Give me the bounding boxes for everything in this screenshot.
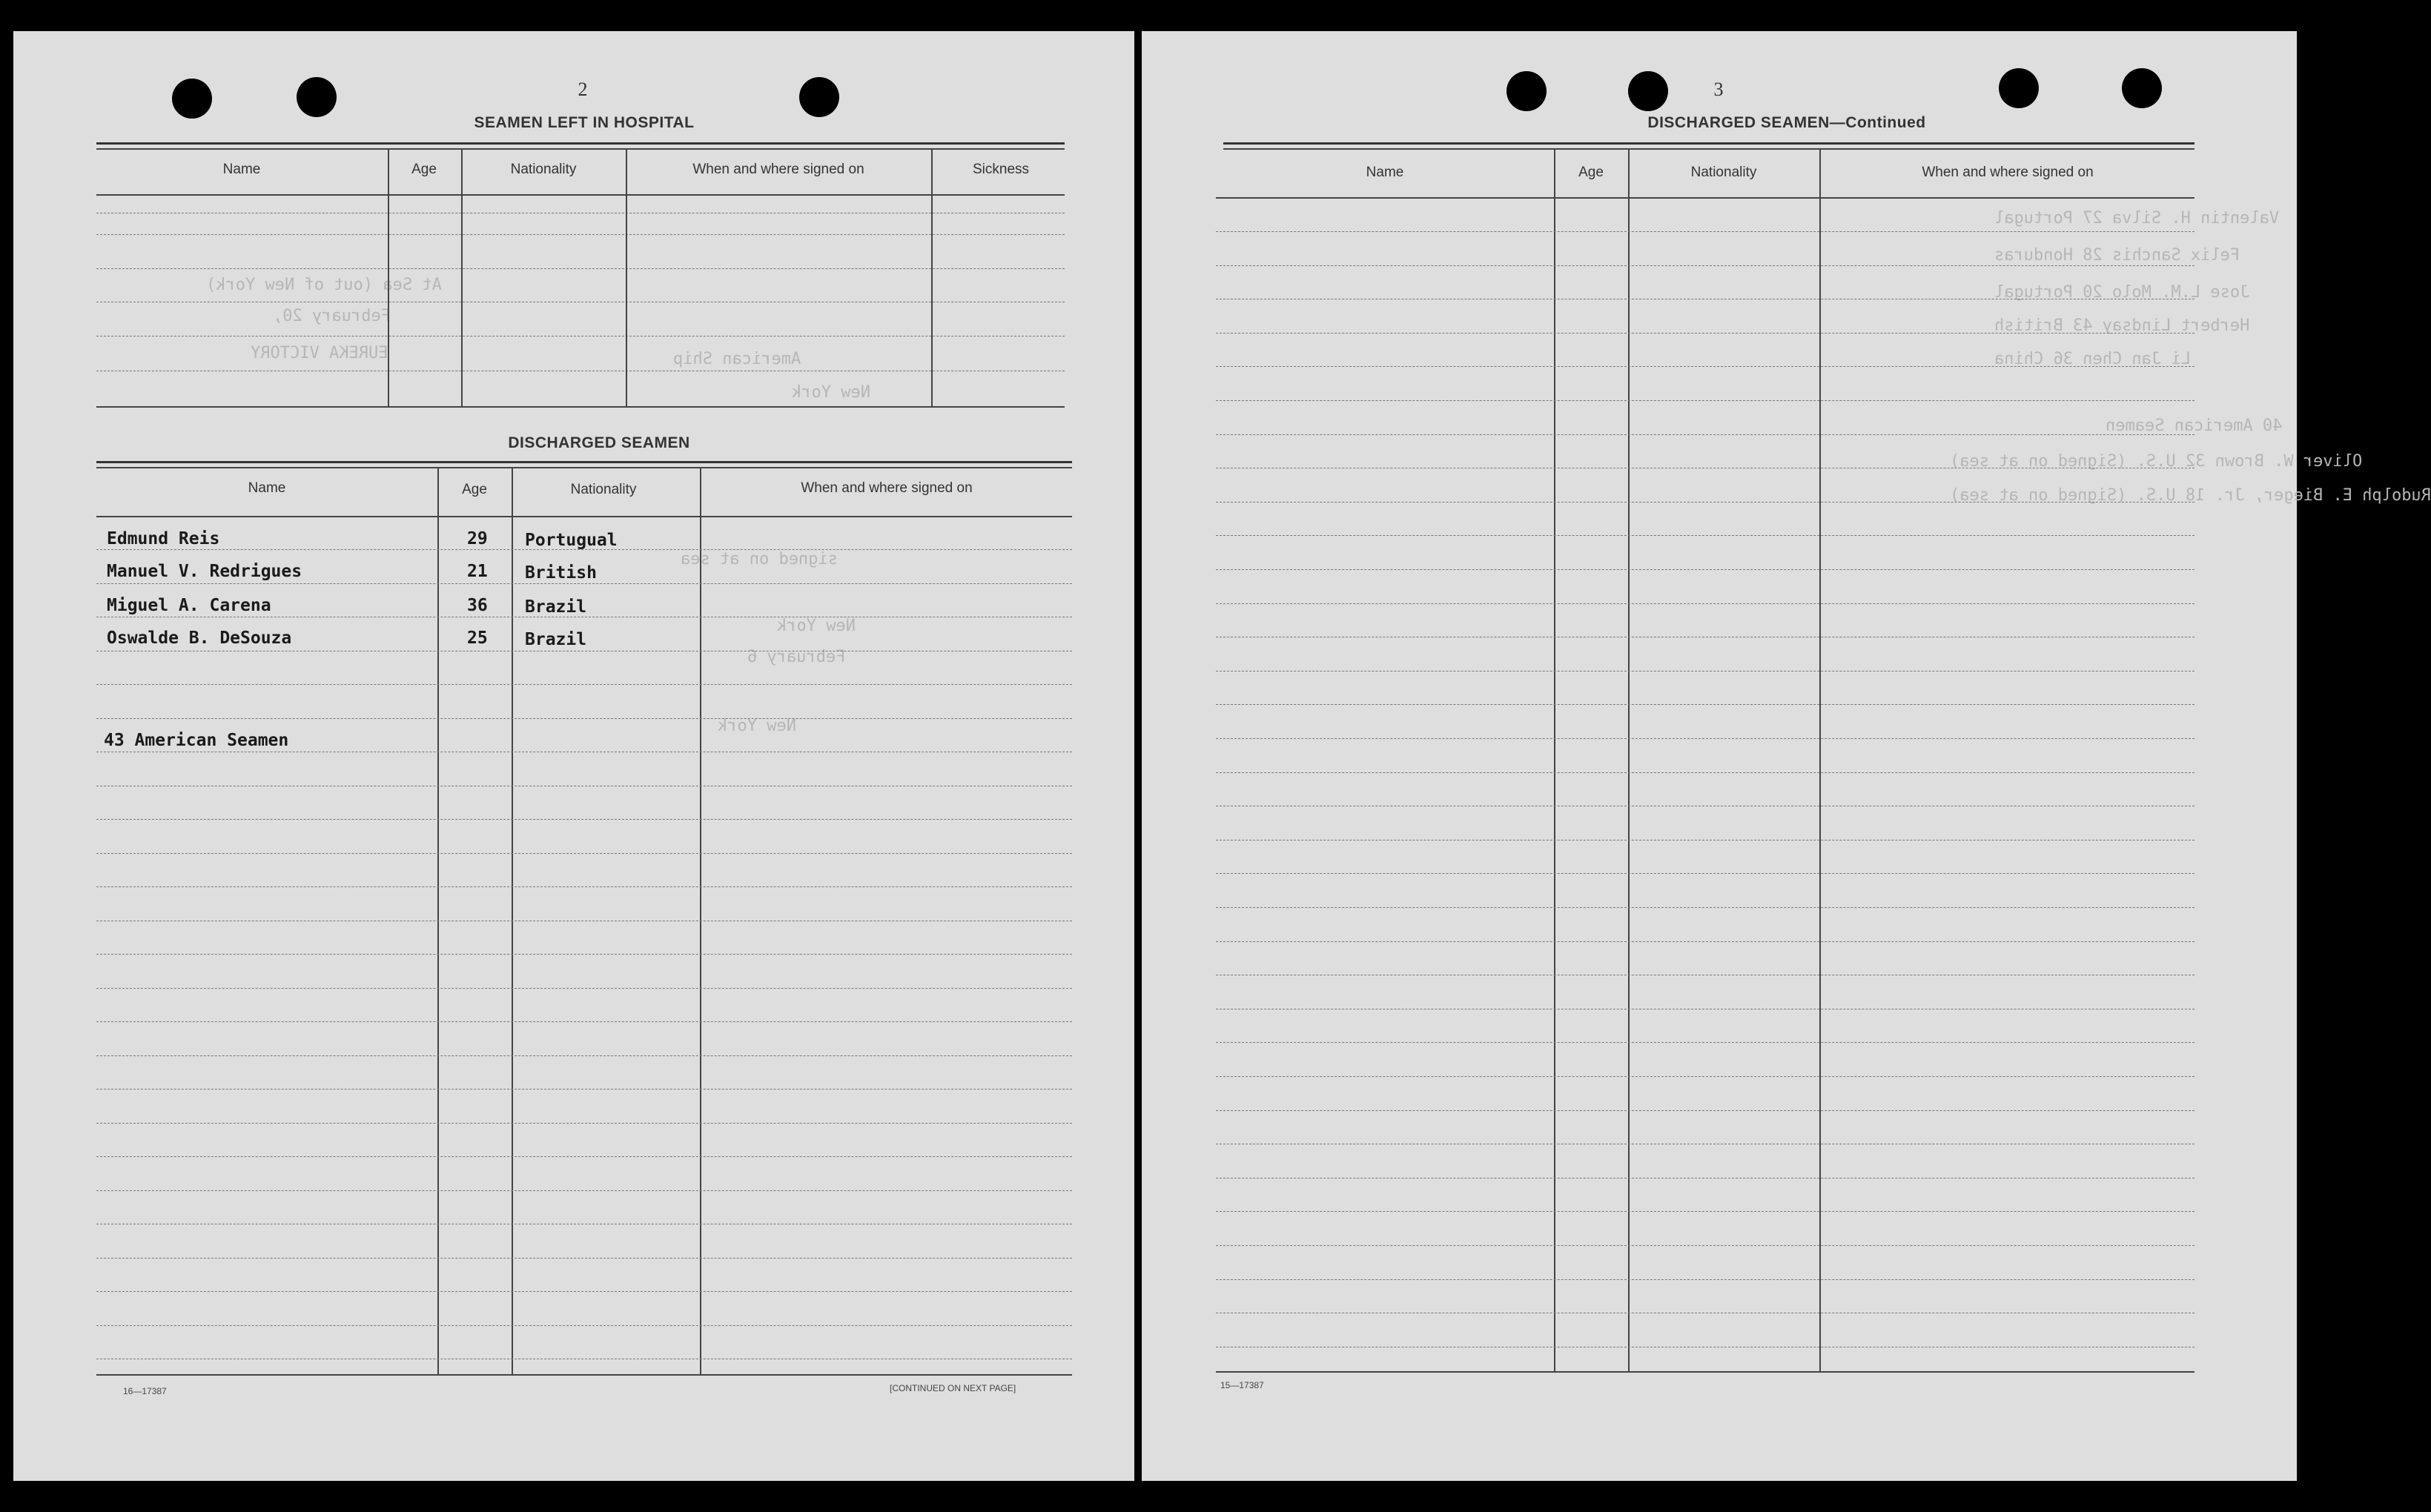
table-row-line [96, 1089, 1072, 1090]
column-divider [512, 468, 513, 1374]
right-col-nationality: Nationality [1690, 165, 1757, 180]
table-row-line [96, 988, 1072, 989]
right-table-bottom-rule [1216, 1371, 2194, 1373]
bleed-through-text: American Ship [673, 350, 801, 368]
table-row-line [96, 1156, 1072, 1157]
table-row-line [96, 718, 1072, 719]
seaman-name: Edmund Reis [107, 529, 220, 548]
table-row-line [1216, 772, 2194, 773]
hospital-section-title: SEAMEN LEFT IN HOSPITAL [474, 114, 695, 131]
seaman-age: 29 [467, 529, 488, 548]
bleed-through-text: Valentin H. Silva 27 Portugal [1994, 209, 2280, 228]
column-divider [700, 468, 701, 1374]
table-row-line [96, 1123, 1072, 1124]
table-row-line [96, 234, 1065, 235]
right-header-rule [1216, 197, 2194, 199]
table-row-line [96, 268, 1065, 269]
punch-hole [2122, 68, 2162, 108]
table-row-line [96, 1258, 1072, 1259]
bleed-through-text: Jose L.M. Molo 20 Portugal [1994, 283, 2250, 302]
right-col-age: Age [1578, 165, 1604, 180]
right-col-signed-on: When and where signed on [1922, 165, 2094, 180]
discharged-col-age: Age [462, 482, 487, 497]
seaman-name: Miguel A. Carena [107, 596, 271, 615]
table-row-line [1216, 1245, 2194, 1246]
table-row-line [1216, 333, 2194, 334]
seaman-nationality: British [525, 563, 597, 583]
form-number: 16—17387 [123, 1386, 167, 1396]
table-row-line [1216, 434, 2194, 435]
table-row-line [1216, 231, 2194, 232]
table-row-line [1216, 400, 2194, 401]
continued-note: [CONTINUED ON NEXT PAGE] [890, 1383, 1016, 1393]
discharged-table-bottom-rule [96, 1374, 1072, 1376]
discharged-continued-title [1647, 114, 1925, 132]
discharged-col-nationality: Nationality [570, 482, 637, 497]
seaman-age: 36 [467, 596, 488, 615]
column-divider [461, 150, 463, 406]
bleed-through-text: New York [792, 383, 870, 402]
bleed-through-text: EUREKA VICTORY [251, 344, 388, 362]
seaman-name: Oswalde B. DeSouza [107, 629, 292, 648]
table-row-line [96, 886, 1072, 887]
bleed-through-text: February 6 [747, 648, 846, 666]
hospital-col-signed-on: When and where signed on [692, 162, 864, 177]
bleed-through-text: Felix Sanchis 28 Honduras [1994, 246, 2240, 265]
title-main: DISCHARGED SEAMEN [1647, 114, 1830, 131]
table-row-line [1216, 1076, 2194, 1077]
discharged-table-top-rule-2 [96, 467, 1072, 468]
bleed-through-text: Li Jan Chen 36 China [1994, 350, 2191, 368]
punch-hole [1999, 68, 2039, 108]
table-row-line [1216, 873, 2194, 874]
form-number: 15—17387 [1220, 1380, 1264, 1390]
bleed-through-text: New York [777, 617, 856, 635]
table-row-line [96, 684, 1072, 685]
right-col-name: Name [1366, 165, 1404, 180]
table-row-line [96, 954, 1072, 955]
seaman-age: 25 [467, 629, 488, 648]
punch-hole [1506, 71, 1547, 111]
right-table-top-rule-2 [1223, 148, 2194, 150]
seaman-nationality: Brazil [525, 597, 587, 617]
table-row-line [1216, 704, 2194, 705]
bleed-through-text: signed on at sea [681, 550, 838, 568]
punch-hole [297, 77, 337, 117]
table-row-line [1216, 366, 2194, 367]
bleed-through-text: New York [718, 717, 796, 735]
table-row-line [96, 1190, 1072, 1191]
table-row-line [96, 583, 1072, 584]
page-number: 2 [578, 79, 588, 100]
table-row-line [96, 1325, 1072, 1326]
discharged-col-signed-on: When and where signed on [801, 480, 973, 496]
table-row-line [1216, 265, 2194, 266]
hospital-table-top-rule-2 [96, 148, 1065, 150]
hospital-col-name: Name [222, 162, 261, 177]
table-row-line [96, 1021, 1072, 1022]
hospital-col-nationality: Nationality [510, 162, 577, 177]
table-row-line [1216, 738, 2194, 739]
table-row-line [96, 1291, 1072, 1292]
table-row-line [96, 1055, 1072, 1056]
page-number: 3 [1713, 79, 1724, 100]
bleed-through-text: Herbert Lindsay 43 British [1994, 316, 2250, 335]
american-seamen-note: 43 American Seamen [104, 731, 289, 750]
right-page [1142, 31, 2431, 1481]
bleed-through-text: At Sea (out of New York) [206, 276, 442, 294]
bleed-through-text: Oliver W. Brown 32 U.S. (Signed on at sea) [1950, 452, 2363, 471]
punch-hole [172, 79, 212, 119]
hospital-table-top-rule [96, 142, 1065, 145]
column-divider [437, 468, 439, 1374]
table-row-line [1216, 1279, 2194, 1280]
table-row-line [1216, 502, 2194, 503]
discharged-table-top-rule [96, 461, 1072, 463]
hospital-header-rule [96, 194, 1065, 196]
hospital-col-sickness: Sickness [972, 162, 1030, 177]
table-row-line [1216, 907, 2194, 908]
table-row-line [1216, 603, 2194, 604]
seaman-nationality: Portugual [525, 531, 618, 550]
seaman-age: 21 [467, 562, 488, 581]
column-divider [388, 150, 389, 406]
table-row-line [1216, 535, 2194, 536]
table-row-line [96, 819, 1072, 820]
table-row-line [1216, 671, 2194, 672]
table-row-line [1216, 569, 2194, 570]
bleed-through-text: Rudolph E. Bieger, Jr. 18 U.S. (Signed on at sea) [1950, 486, 2431, 505]
table-row-line [1216, 1211, 2194, 1212]
bleed-through-text: 40 American Seamen [2106, 417, 2283, 435]
title-continued: —Continued [1829, 114, 1926, 131]
discharged-col-name: Name [248, 480, 286, 496]
hospital-col-age: Age [411, 162, 437, 177]
hospital-table-bottom-rule [96, 406, 1065, 408]
punch-hole [799, 77, 839, 117]
seaman-name: Manuel V. Redrigues [107, 562, 302, 581]
punch-hole [1628, 71, 1668, 111]
discharged-section-title: DISCHARGED SEAMEN [508, 434, 690, 451]
table-row-line [1216, 1042, 2194, 1043]
bleed-through-text: February 20, [273, 307, 391, 325]
table-row-line [96, 853, 1072, 854]
column-divider [626, 150, 627, 406]
discharged-header-rule [96, 516, 1072, 517]
right-table-top-rule [1223, 142, 2194, 145]
table-row-line [1216, 941, 2194, 942]
table-row-line [1216, 1110, 2194, 1111]
column-divider [931, 150, 933, 406]
seaman-nationality: Brazil [525, 630, 587, 649]
left-page [13, 31, 1134, 1481]
